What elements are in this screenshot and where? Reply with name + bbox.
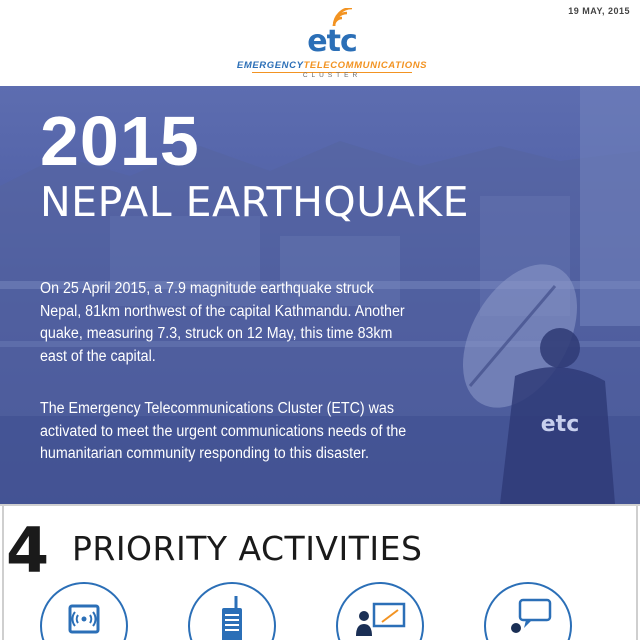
chat-bubble-icon [486,584,570,640]
priority-activities-section [0,504,640,640]
hero-paragraph-etc-activation: The Emergency Telecommunications Cluster (ETC) was activated to meet the urgent communications needs of the humanitarian community responding to this disaster. [40,400,407,462]
logo-subtitle: CLUSTER [302,72,362,79]
publication-date: 19 MAY, 2015 [568,6,630,16]
header [0,0,640,86]
activity-coordination [484,582,572,640]
shirt-logo: etc [540,412,580,437]
training-presentation-icon [338,584,422,640]
hero-paragraph-quake-details: On 25 April 2015, a 7.9 magnitude earthquake struck Nepal, 81km northwest of the capital Kathmandu. Another quake, measuring 7.3, struck on 12 May, this time 83km east of the capital. [40,280,405,365]
logo-mark: etc [307,24,357,59]
hero-banner [0,86,640,504]
broadcast-icon [42,584,126,640]
activity-training [336,582,424,640]
radio-handset-icon [190,584,274,640]
priority-count: 4 [6,514,50,587]
activity-radio [188,582,276,640]
priority-title: PRIORITY ACTIVITIES [72,529,423,568]
logo-org-name [222,60,442,71]
hero-year: 2015 [40,102,200,180]
activity-connectivity [40,582,128,640]
logo-name-part2: TELECOMMUNICATIONS [303,60,428,71]
hero-title: NEPAL EARTHQUAKE [40,178,470,226]
logo-name-part1: EMERGENCY [236,60,304,71]
etc-logo [222,6,442,82]
